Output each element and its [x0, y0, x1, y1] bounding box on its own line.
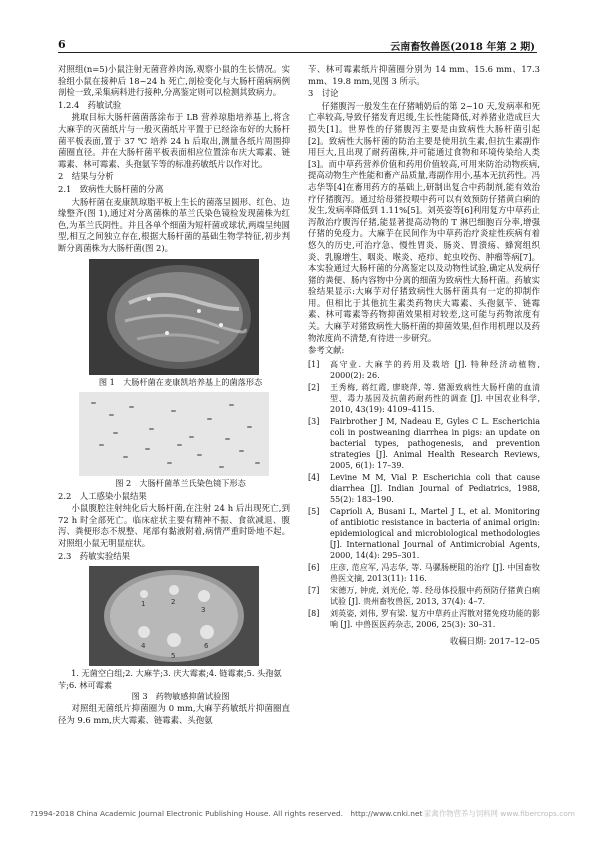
page-footer: [30, 808, 575, 819]
reference-item: [7] 宋德万, 钟虎, 刘光伦, 等. 经母体投服中药预防仔猪黄白痢试验 [J]. 贵州畜牧兽医, 2013, 37(4): 4–7.: [308, 585, 540, 606]
plate-label-5: 5: [171, 652, 176, 661]
section-heading: 1.2.4 药敏试验: [58, 99, 122, 110]
reference-list: [308, 359, 540, 630]
left-column: [58, 64, 290, 726]
watermark: 家禽作物营养与饲料网 www.fibercrops.com: [424, 809, 575, 818]
figure-2-gram-stain-photo: [79, 392, 269, 476]
figure-3-legend: 1. 无菌空白组;2. 大麻芋;3. 庆大霉素;4. 链霉素;5. 头孢氨苄;6. 林可霉素: [58, 668, 282, 690]
reference-item: [1] 高守业. 大麻芋的药用及栽培 [J]. 特种经济动植物, 2000(2): 26.: [308, 359, 540, 380]
journal-title: 云南畜牧兽医(2018 年第 2 期): [390, 42, 535, 53]
reference-item: [2] 王秀梅, 蒋红霞, 廖晓萍, 等. 猪源致病性大肠杆菌的血清型、毒力基因及抗菌药耐药性的调查 [J]. 中国农业科学, 2010, 43(19): 4109–4115.: [308, 382, 540, 414]
figure-2-caption: 图 2 大肠杆菌革兰氏染色镜下形态: [115, 478, 246, 489]
references-heading: 参考文献:: [308, 345, 345, 356]
plate-label-4: 4: [141, 642, 146, 651]
paragraph: 仔猪腹泻一般发生在仔猪哺奶后的第 2~10 天,发病率和死亡率较高,导致仔猪发育迟缓,生长性能降低,对养猪业造成巨大损失[1]。世界性的仔猪腹泻主要是由致病性大肠杆菌引起[2]。致病性大肠杆菌的防治主要是使用抗生素,但抗生素副作用巨大,且出现了耐药菌株,并可能通过食物和环境传染给人类[3]。而中草药营养价值和药用价值较高,可用来防治动物疾病,提高动物生产性能和畜产品质量,毒副作用小,基本无抗药性。冯志华等[4]在畜用药方的基础上,研制出复合中药制剂,能有效治疗仔猪腹泻。通过给母猪投喂中药可以有效预防仔猪黄白痢的发生,发病率降低到 1.11%[5]。刘英姿等[6]利用复方中草药止泻散治疗腹泻仔猪,能显著提高动物的 T 淋巴细胞百分率,增强仔猪的免疫力。大麻芋在民间作为中草药治疗炎症性疾病有着悠久的历史,可治疗急、慢性胃炎、肠炎、胃溃疡、蜂窝组织炎、乳腺增生、咽炎、喉炎、疮疖、蛇虫咬伤、肿瘤等病[7]。本实验通过大肠杆菌的分离鉴定以及动物性试验,确定从发病仔猪的粪便、肠内容物中分离的细菌为致病性大肠杆菌。药敏实验结果显示:大麻芋对仔猪致病性大肠杆菌具有一定的抑制作用。但相比于其他抗生素类药物庆大霉素、头孢氨苄、链霉素、林可霉素等药物抑菌效果相对较差,这可能与药物浓度有关。大麻芋对猪致病性大肠杆菌的抑菌效果,但作用机理以及药物浓度尚不清楚,有待进一步研究。: [308, 100, 540, 343]
paragraph: 小鼠腹腔注射纯化后大肠杆菌,在注射 24 h 后出现死亡,到 72 h 时全部死亡。临床症状主要有精神不振、食欲减退、腹泻、粪便形态不规整、尾部有黏液附着,病情严重时卧地不起。对照组小鼠无明显症状。: [58, 503, 290, 549]
section-heading: 2 结果与分析: [58, 171, 114, 182]
section-heading: 2.1 致病性大肠杆菌的分离: [58, 183, 164, 194]
header-rule: [58, 52, 537, 53]
paragraph: 对照组(n=5)小鼠注射无菌营养肉汤,观察小鼠的生长情况。实验组小鼠在接种后 18~24 h 死亡,剖检变化与大肠杆菌病病例剖检一致,采集病料进行接种,分离鉴定则可以检测其致病力。: [58, 64, 290, 98]
plate-label-2: 2: [171, 598, 176, 607]
paragraph: 苄、林可霉素纸片抑菌圈分别为 14 mm、15.6 mm、17.3 mm、19.8 mm,见图 3 所示。: [308, 64, 540, 86]
paragraph: 大肠杆菌在麦康凯琼脂平板上生长的菌落呈圆形、红色、边缘整齐(图 1),通过对分离菌株的革兰氏染色镜检发现菌株为红色,为革兰氏阴性。并且各单个细菌为短杆菌或球状,两端呈纯圆型,相互之间独立存在,根据大肠杆菌的基础生物学特征,初步判断分离菌株为大肠杆菌(图 2)。: [58, 196, 290, 253]
figure-1-caption: 图 1 大肠杆菌在麦康凯培养基上的菌落形态: [98, 376, 263, 387]
figure-1-colony-photo: [89, 259, 259, 375]
received-date: 收稿日期: 2017–12–05: [450, 635, 540, 646]
section-heading: 3 讨论: [308, 88, 339, 99]
reference-item: [8] 刘英姿, 刘伟, 罗有梁. 复方中草药止泻散对猪免疫功能的影响 [J]. 中兽医医药杂志, 2006, 25(3): 30–31.: [308, 608, 540, 629]
figure-3-inhibition-plate-photo: [89, 566, 259, 666]
section-heading: 2.3 药敏实验结果: [58, 550, 130, 561]
figure-3-caption: 图 3 药物敏感抑菌试验图: [131, 691, 230, 702]
paragraph: 挑取目标大肠杆菌菌落涂布于 LB 营养琼脂培养基上,将含大麻芋的灭菌纸片与一般灭菌纸片平置于已经涂布好的大肠杆菌平板表面,置于 37 ℃ 培养 24 h 后取出,测量各纸片周围抑菌圈直径。并在大肠杆菌平板表面相应位置涂布庆大霉素、链霉素、林可霉素、头孢氨苄等的标准药敏纸片以作对比。: [58, 112, 290, 169]
paragraph: 对照组无菌纸片抑菌圈为 0 mm,大麻芋药敏纸片抑菌圈直径为 9.6 mm,庆大霉素、链霉素、头孢氨: [58, 703, 290, 725]
plate-label-3: 3: [201, 606, 206, 615]
page-number: 6: [58, 38, 66, 51]
reference-item: [3] Fairbrother J M, Nadeau E, Gyles C L. Escherichia coli in postweaning diarrhea in pigs: an update on bacterial types, pathogenesis, and prevention strategies [J]. Animal Health Research Reviews, 2005, 6(1): 17–39.: [308, 416, 540, 470]
reference-item: [5] Caprioli A, Busani L, Martel J L, et al. Monitoring of antibiotic resistance in bacteria of animal origin: epidemiological and microbiological methodologies [J]. International Journal of Antimicrobial Agents, 2000, 14(4): 295–301.: [308, 506, 540, 560]
plate-label-1: 1: [141, 600, 146, 609]
plate-label-6: 6: [204, 642, 209, 651]
section-heading: 2.2 人工感染小鼠结果: [58, 490, 147, 501]
copyright-notice: ?1994-2018 China Academic Journal Electronic Publishing House. All rights reserved. http://www.cnki.net: [30, 809, 423, 818]
reference-item: [6] 庄彦, 范应军, 冯志华, 等. 马骡肠梗阻的治疗 [J]. 中国畜牧兽医文摘, 2013(11): 116.: [308, 562, 540, 583]
right-column: [308, 64, 540, 647]
reference-item: [4] Levine M M, Vial P. Escherichia coli that cause diarrhea [J]. Indian Journal of Pediatrics, 1988, 55(2): 183–190.: [308, 472, 540, 504]
